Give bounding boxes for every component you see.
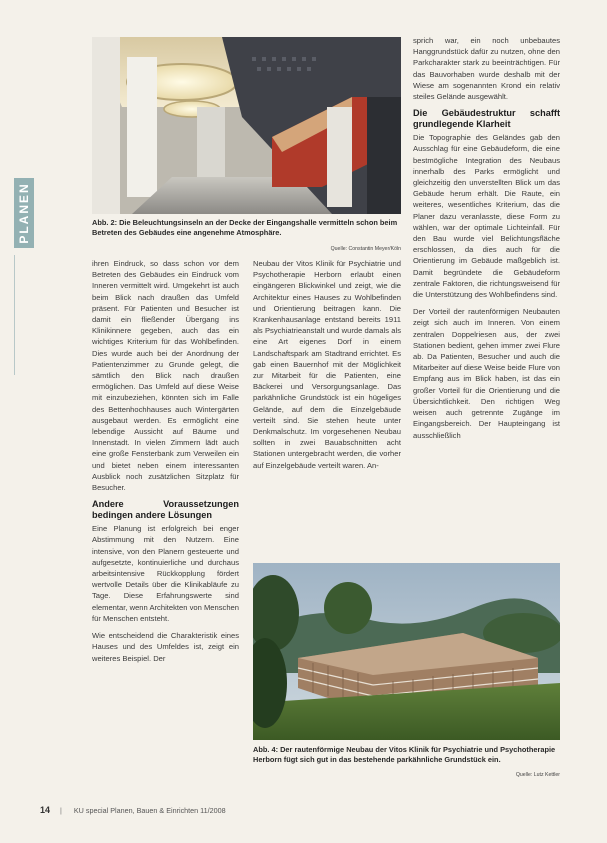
text-column-left [92,258,239,670]
publication-name: KU special Planen, Bauen & Einrichten 11/2008 [73,806,226,815]
text-column-right [413,35,560,447]
paragraph: Eine Planung ist erfolgreich bei enger Abstimmung mit den Nutzern. Eine intensive, von den Planern gesteuerte und aufgesetzte, kontinuierliche und durchaus arbeitsintensive Rückkopplung fördert wertvolle Details über die Klinikabläufe zu Tage. Diese Erfahrungswerte sind elementar, wenn Architekten von Menschen für Menschen entsteht. [92,524,239,623]
paragraph: Der Vorteil der rautenförmigen Neubauten zeigt sich auch im Inneren. Von einem zentralen Doppelriesen aus, der zwei Stationen bedient, gehen immer zwei Flure ab. Da Patienten, Besucher und auch die Mitarbeiter auf diese Weise beide Flure von Empfang aus im Blick haben, ist das ein großer Vorteil für die Orientierung und die Übersichtlichkeit. Den richtigen Weg weisen auch getrennte Zugänge im Eingangsbereich. Der Haupteingang ist ausschließlich [413,307,560,440]
paragraph: ihren Eindruck, so dass schon vor dem Betreten des Gebäudes ein Eindruck vom Inneren vermittelt wird. Umgekehrt ist auch beim Blick nach draußen das Umfeld präsent. Für Patienten und Besucher ist damit ein fließender Übergang ins Klinikinnere gegeben, auch das ein wichtiges Kriterium für das Wohlbefinden. Dies wurde auch bei der Anordnung der Patientenzimmer zu Grunde gelegt, die sämtlich den Blick nach draußen ermöglichen. Das Umfeld auf diese Weise mit einzubeziehen, könnten sich im Falle des Bettenhochhauses auch Wintergärten ausgebaut werden. Es ermöglicht eine lebendige Aussicht auf Bäume und Innenstadt. In vielen Zimmern lädt auch eine große Fensterbank zum Verweilen ein und bietet neben einem interessanten Ausblick noch zusätzlichen Sitzplatz für Besucher. [92,259,239,493]
paragraph: Neubau der Vitos Klinik für Psychiatrie und Psychotherapie Herborn erlaubt einen eingängeren Blickwinkel und zeigt, wie die Architektur eines Hauses zu Wohlbefinden und Orientierung beitragen kann. Die Krankenhausanlage entstand bereits 1911 als Psychiatrieanstalt und wurde damals als eine Art eigenes Dorf in einem Landschaftspark am Stadtrand errichtet. Es gab einen Bauernhof mit der Möglichkeit zur Mitarbeit für die Patienten, eine Bäckerei und Versorgungsanlage. Das parkähnliche Grundstück ist ein hügeliges Gelände, auf dem die Einzelgebäude verteilt sind. Sie stehen heute unter Denkmalschutz. Im vorgesehenen Neubau sollten in zwei Bauabschnitten acht Stationen untergebracht werden, die vorher auf Einzelgebäude verteilt waren. An- [253,259,401,470]
paragraph: Wie entscheidend die Charakteristik eines Hauses und des Umfeldes ist, zeigt ein weiteres Beispiel. Der [92,631,239,663]
text-column-middle [253,258,401,477]
photo-credit-top: Quelle: Constantin Meyer/Köln [330,246,401,252]
figure-caption-bottom: Abb. 4: Der rautenförmige Neubau der Vitos Klinik für Psychiatrie und Psychotherapie Herborn fügt sich gut in das bestehende parkähnliche Grundstück ein. [253,745,556,764]
entrance-hall-photo [92,37,401,214]
paragraph: Die Topographie des Geländes gab den Ausschlag für eine Gebäudeform, die eine bestmögliche Integration des Neubaus innerhalb des Parks ermöglicht und gleichzeitig den unverstellten Blick um das Gebäude herum erhält. Die Raute, ein weiteres, wesentliches Kriterium, das die Planer dazu veranlasste, diese Form zu wählen, war der optimale Lichteinfall. Für den Bau wurde viel Belichtungsfläche erschlossen, da dies auch für die Orientierung im Gebäude maßgeblich ist. Damit begründete die Gebäudeform zentrale Faktoren, die richtungsweisend für die Unterstützung des Wohlbefindens sind. [413,133,560,300]
subheading: Die Gebäudestruktur schafft grundlegende Klarheit [413,108,560,130]
margin-rule [14,255,15,375]
subheading: Andere Voraussetzungen bedingen andere Lösungen [92,499,239,521]
page-number: 14 [40,805,51,815]
page-footer [40,805,226,815]
section-label: PLANEN [17,182,31,244]
paragraph: sprich war, ein noch unbebautes Hanggrundstück dafür zu nutzen, ohne den Parkcharakter stark zu beeinträchtigen. Für das Bauvorhaben wurde deshalb mit der Wiese am sogenannten Krond ein relativ steiles Gelände ausgewählt. [413,36,560,102]
photo-credit-bottom: Quelle: Lutz Kettler [515,772,560,778]
section-tab [14,178,34,248]
figure-caption-top: Abb. 2: Die Beleuchtungsinseln an der Decke der Eingangshalle vermitteln schon beim Betreten des Gebäudes eine angenehme Atmosphäre. [92,218,398,237]
footer-separator: | [60,806,62,815]
clinic-building-photo [253,563,560,740]
